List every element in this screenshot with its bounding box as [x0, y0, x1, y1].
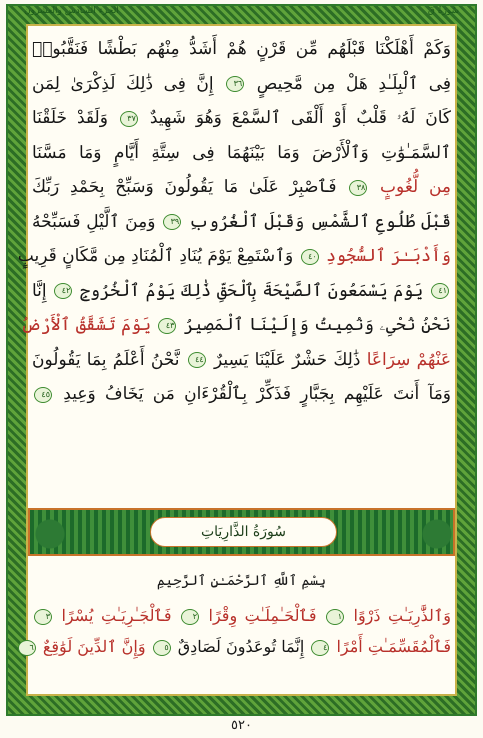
ayah-number-marker: ٤٠	[301, 249, 319, 265]
verse-line	[32, 170, 451, 205]
ayah-number-marker: ٤٢	[54, 283, 72, 299]
page-header	[24, 6, 459, 20]
verse-text-highlight: فَٱلْمُقَسِّمَـٰتِ أَمْرًا	[336, 637, 451, 656]
verse-line	[32, 274, 451, 309]
page-number: ٥٢٠	[231, 718, 252, 733]
ayah-number-marker: ٤٥	[34, 387, 52, 403]
ayah-number-marker: ٤٤	[188, 352, 206, 368]
verse-text: إِنَّا	[32, 280, 47, 301]
ayah-number-marker: ١	[326, 609, 344, 625]
verse-text: وَكَمْ أَهْلَكْنَا قَبْلَهُم مِّن قَرْنٍ هُمْ أَشَدُّ مِنْهُم بَطْشًا فَنَقَّبُوا۟	[32, 39, 451, 59]
verse-line	[32, 32, 451, 67]
verse-text: وَمِنَ ٱلَّيْلِ فَسَبِّحْهُ	[32, 211, 156, 232]
ayah-number-marker: ٣٨	[349, 180, 367, 196]
surah-title-band	[28, 508, 455, 556]
surah-qaf-text	[17, 32, 452, 500]
verse-text: فَٱصْبِرْ عَلَىٰ مَا يَقُولُونَ وَسَبِّحْ بِحَمْدِ رَبِّكَ	[32, 177, 337, 197]
verse-text: كَانَ لَهُۥ قَلْبٌ أَوْ أَلْقَى ٱلسَّمْعَ وَهُوَ شَهِيدٌ	[149, 108, 452, 128]
verse-text-highlight: فَٱلْحَـٰمِلَـٰتِ وِقْرًا	[208, 606, 317, 625]
ayah-number-marker: ٢	[181, 609, 199, 625]
verse-text: وَمَآ أَنتَ عَلَيْهِم بِجَبَّارٍ فَذَكِّرْ بِٱلْقُرْءَانِ مَن يَخَافُ وَعِيدِ	[63, 384, 452, 404]
verse-text: قَبْلَ طُلُوعِ ٱلشَّمْسِ وَقَبْلَ ٱلْغُرُوبِ	[188, 211, 452, 232]
verse-text: يَوْمَ يَسْمَعُونَ ٱلصَّيْحَةَ بِٱلْحَقِّ ذَٰلِكَ يَوْمُ ٱلْخُرُوجِ	[80, 280, 424, 301]
ayah-number-marker: ٣٧	[120, 111, 138, 127]
verse-text: فِى ٱلْبِلَـٰدِ هَلْ مِن مَّحِيصٍ	[256, 73, 452, 94]
verse-text: إِنَّ فِى ذَٰلِكَ لَذِكْرَىٰ لِمَن	[32, 73, 214, 94]
ayah-number-marker: ٤٣	[158, 318, 176, 334]
surah-header-label: سُورَةُ قٓ	[427, 6, 459, 16]
verse-line	[20, 308, 451, 343]
ayah-number-marker: ٦	[18, 640, 36, 656]
surah-title: سُورَةُ الذَّارِيَاتِ	[150, 517, 337, 547]
verse-text: ذَٰلِكَ حَشْرٌ عَلَيْنَا يَسِيرٌ	[213, 349, 361, 370]
verse-line	[32, 101, 451, 136]
verse-line	[32, 205, 451, 240]
ayah-number-marker: ٤	[311, 640, 329, 656]
verse-text-highlight: مِن لُّغُوبٍ	[380, 177, 452, 197]
ayah-number-marker: ٣٩	[163, 214, 181, 230]
ayah-number-marker: ٣	[34, 609, 52, 625]
verse-line	[17, 239, 451, 274]
ayah-number-marker: ٤١	[431, 283, 449, 299]
verse-text-highlight: فَٱلْجَـٰرِيَـٰتِ يُسْرًا	[61, 606, 172, 625]
verse-line	[32, 600, 451, 631]
juz-header-label: الجزء السادس والعشرون	[24, 6, 119, 16]
ayah-number-marker: ٣٦	[226, 76, 244, 92]
verse-text: وَٱسْتَمِعْ يَوْمَ يُنَادِ ٱلْمُنَادِ مِن مَّكَانٍ قَرِيبٍ	[17, 246, 294, 266]
verse-text-highlight: وَأَدْبَـٰرَ ٱلسُّجُودِ	[326, 246, 451, 266]
verse-text: ٱلسَّمَـٰوَٰتِ وَٱلْأَرْضَ وَمَا بَيْنَهُمَا فِى سِتَّةِ أَيَّامٍ وَمَا مَسَّنَا	[32, 142, 451, 163]
verse-text-highlight: وَٱلذَّٰرِيَـٰتِ ذَرْوًا	[353, 606, 451, 625]
verse-text: وَلَقَدْ خَلَقْنَا	[32, 108, 108, 128]
verse-text: نَّحْنُ أَعْلَمُ بِمَا يَقُولُونَ	[32, 349, 180, 370]
verse-text-highlight: يَوْمَ تَشَقَّقُ ٱلْأَرْضُ	[20, 315, 152, 335]
verse-text-highlight: عَنْهُمْ سِرَاعًا	[366, 349, 452, 370]
verse-line	[32, 67, 451, 102]
verse-line	[32, 343, 451, 378]
verse-line	[32, 136, 451, 171]
surah-dhariyat-text	[29, 600, 451, 680]
verse-text: إِنَّمَا تُوعَدُونَ لَصَادِقٌ	[177, 637, 305, 656]
basmala: بِسْمِ ٱللَّهِ ٱلرَّحْمَـٰنِ ٱلرَّحِيمِ	[156, 573, 327, 589]
verse-text: نَحْنُ نُحْىِۦ وَنُمِيتُ وَإِلَيْنَا ٱلْمَصِيرُ	[183, 315, 451, 335]
verse-line	[29, 631, 451, 662]
verse-line	[32, 377, 451, 412]
verse-text-highlight: وَإِنَّ ٱلدِّينَ لَوَٰقِعٌ	[42, 637, 146, 656]
ayah-number-marker: ٥	[153, 640, 171, 656]
